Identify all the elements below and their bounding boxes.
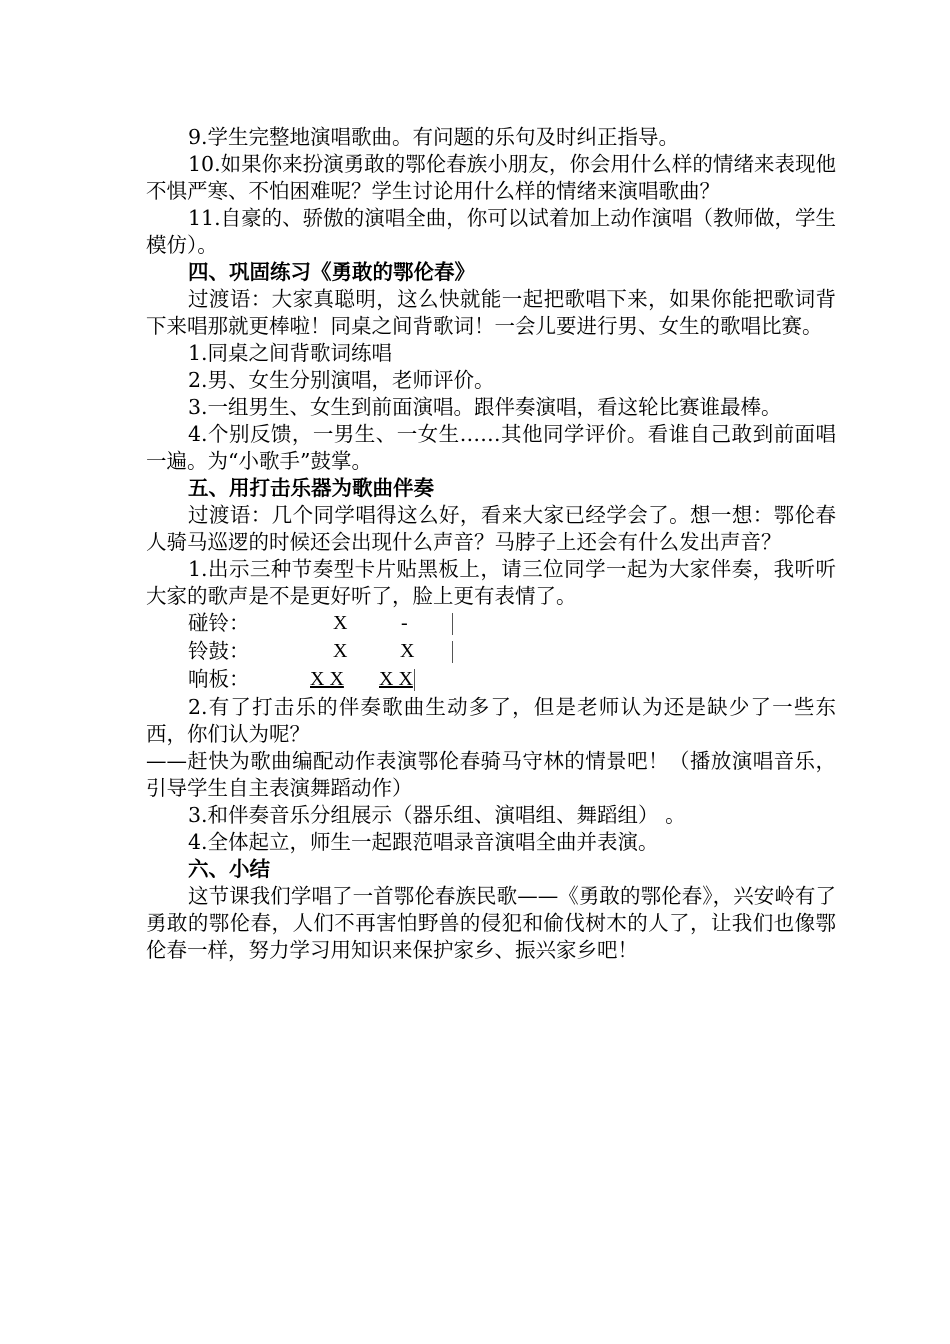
rhythm-label: 铃鼓：: [188, 639, 250, 663]
paragraph: 1.同桌之间背歌词练唱: [188, 341, 393, 365]
paragraph: 过渡语：几个同学唱得这么好，看来大家已经学会了。想一想：鄂伦春人骑马巡逻的时候还会出现什么声音？马脖子上还会有什么发出声音？: [146, 503, 836, 554]
paragraph: ——赶快为歌曲编配动作表演鄂伦春骑马守林的情景吧！（播放演唱音乐，引导学生自主表演舞蹈动作）: [146, 749, 836, 800]
rhythm-row-lingu: [146, 638, 836, 666]
section-heading-5: 五、用打击乐器为歌曲伴奏: [188, 476, 434, 500]
rhythm-note: X: [333, 640, 348, 662]
rhythm-label: 响板：: [188, 667, 250, 691]
rhythm-row-pengling: [146, 610, 836, 638]
document-page: [146, 124, 836, 964]
rhythm-label: 碰铃：: [188, 611, 250, 635]
paragraph: 3.和伴奏音乐分组展示（器乐组、演唱组、舞蹈组） 。: [188, 803, 686, 827]
paragraph: 过渡语：大家真聪明，这么快就能一起把歌唱下来，如果你能把歌词背下来唱那就更棒啦！同桌之间背歌词！一会儿要进行男、女生的歌唱比赛。: [146, 287, 836, 338]
rhythm-note: X: [400, 640, 415, 662]
paragraph: 3.一组男生、女生到前面演唱。跟伴奏演唱，看这轮比赛谁最棒。: [188, 395, 782, 419]
paragraph: 4.全体起立，师生一起跟范唱录音演唱全曲并表演。: [188, 830, 659, 854]
rhythm-row-xiangban: [146, 666, 836, 694]
paragraph: 这节课我们学唱了一首鄂伦春族民歌——《勇敢的鄂伦春》，兴安岭有了勇敢的鄂伦春，人们不再害怕野兽的侵犯和偷伐树木的人了，让我们也像鄂伦春一样，努力学习用知识来保护家乡、振兴家乡吧！: [146, 884, 836, 962]
section-heading-4: 四、巩固练习《勇敢的鄂伦春》: [188, 260, 475, 284]
rhythm-note: X X: [379, 668, 413, 690]
bar-line: [414, 669, 415, 691]
bar-line: [452, 641, 453, 663]
paragraph: 10.如果你来扮演勇敢的鄂伦春族小朋友，你会用什么样的情绪来表现他不惧严寒、不怕困难呢？学生讨论用什么样的情绪来演唱歌曲？: [146, 152, 836, 203]
rhythm-note: -: [401, 612, 408, 634]
paragraph: 2.有了打击乐的伴奏歌曲生动多了，但是老师认为还是缺少了一些东西，你们认为呢？: [146, 695, 836, 746]
rhythm-note: X: [333, 612, 348, 634]
bar-line: [452, 613, 453, 635]
paragraph: 4.个别反馈，一男生、一女生……其他同学评价。看谁自己敢到前面唱一遍。为“小歌手”鼓掌。: [146, 422, 836, 473]
section-heading-6: 六、小结: [188, 857, 270, 881]
paragraph: 2.男、女生分别演唱，老师评价。: [188, 368, 495, 392]
paragraph: 11.自豪的、骄傲的演唱全曲，你可以试着加上动作演唱（教师做，学生模仿）。: [146, 206, 836, 257]
paragraph: 9.学生完整地演唱歌曲。有问题的乐句及时纠正指导。: [188, 125, 680, 149]
paragraph: 1.出示三种节奏型卡片贴黑板上，请三位同学一起为大家伴奏，我听听大家的歌声是不是更好听了，脸上更有表情了。: [146, 557, 836, 608]
rhythm-note: X X: [310, 668, 344, 690]
